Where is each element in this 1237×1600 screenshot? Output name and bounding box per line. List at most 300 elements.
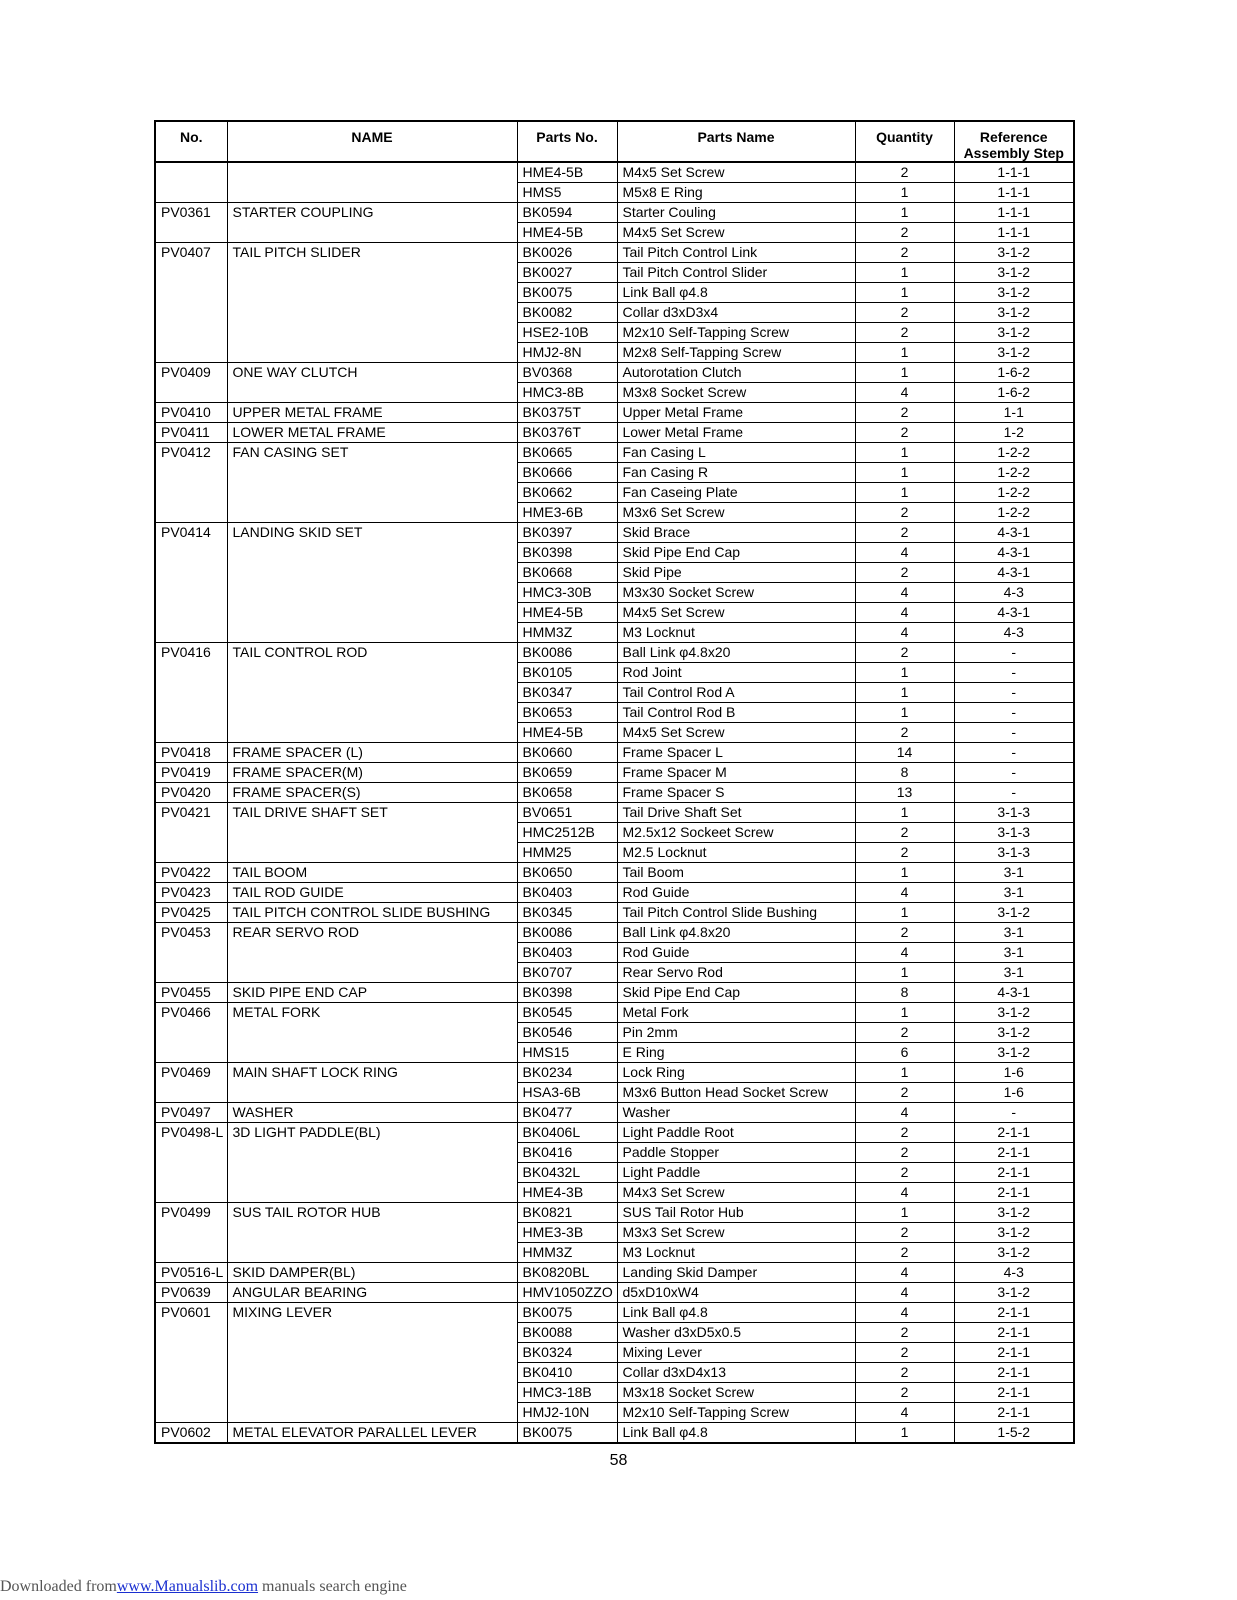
cell-reference: 1-5-2	[954, 1423, 1074, 1444]
cell-parts-name: Tail Control Rod B	[617, 703, 855, 723]
cell-name: FRAME SPACER (L)	[227, 743, 517, 763]
table-row	[155, 1023, 1074, 1043]
cell-quantity: 4	[855, 883, 954, 903]
table-row	[155, 1403, 1074, 1423]
cell-no	[155, 283, 227, 303]
cell-name: WASHER	[227, 1103, 517, 1123]
cell-no	[155, 483, 227, 503]
cell-parts-name: Frame Spacer S	[617, 783, 855, 803]
cell-quantity: 1	[855, 903, 954, 923]
table-row	[155, 803, 1074, 823]
cell-name	[227, 563, 517, 583]
cell-quantity: 2	[855, 1123, 954, 1143]
footer	[0, 1578, 407, 1596]
table-row	[155, 1063, 1074, 1083]
cell-parts-name: Light Paddle Root	[617, 1123, 855, 1143]
cell-parts-no: HMC2512B	[517, 823, 617, 843]
cell-quantity: 2	[855, 1243, 954, 1263]
cell-reference: -	[954, 703, 1074, 723]
cell-name: FRAME SPACER(M)	[227, 763, 517, 783]
cell-parts-name: M3x3 Set Screw	[617, 1223, 855, 1243]
cell-name: FRAME SPACER(S)	[227, 783, 517, 803]
table-row	[155, 463, 1074, 483]
cell-name: SKID DAMPER(BL)	[227, 1263, 517, 1283]
cell-reference: 1-2-2	[954, 503, 1074, 523]
cell-quantity: 2	[855, 843, 954, 863]
cell-parts-name: M2x10 Self-Tapping Screw	[617, 323, 855, 343]
cell-quantity: 4	[855, 1103, 954, 1123]
manualslib-link[interactable]: www.Manualslib.com	[116, 1578, 259, 1595]
cell-no	[155, 1143, 227, 1163]
cell-reference: 1-6	[954, 1063, 1074, 1083]
cell-quantity: 2	[855, 1143, 954, 1163]
cell-name	[227, 463, 517, 483]
cell-quantity: 2	[855, 823, 954, 843]
cell-quantity: 1	[855, 1003, 954, 1023]
cell-parts-name: Washer d3xD5x0.5	[617, 1323, 855, 1343]
table-row	[155, 883, 1074, 903]
table-row	[155, 683, 1074, 703]
cell-no: PV0422	[155, 863, 227, 883]
cell-quantity: 1	[855, 1203, 954, 1223]
cell-name	[227, 1403, 517, 1423]
cell-name	[227, 162, 517, 183]
cell-reference: 2-1-1	[954, 1403, 1074, 1423]
cell-no: PV0418	[155, 743, 227, 763]
cell-parts-name: Starter Couling	[617, 203, 855, 223]
cell-reference: 1-1-1	[954, 183, 1074, 203]
cell-name	[227, 483, 517, 503]
cell-no	[155, 563, 227, 583]
cell-name	[227, 1183, 517, 1203]
cell-parts-name: M3x6 Button Head Socket Screw	[617, 1083, 855, 1103]
cell-parts-no: HMC3-30B	[517, 583, 617, 603]
cell-reference: -	[954, 763, 1074, 783]
cell-quantity: 4	[855, 1283, 954, 1303]
cell-parts-no: BK0546	[517, 1023, 617, 1043]
cell-no: PV0416	[155, 643, 227, 663]
cell-parts-name: Washer	[617, 1103, 855, 1123]
cell-parts-no: BK0105	[517, 663, 617, 683]
cell-parts-name: Metal Fork	[617, 1003, 855, 1023]
table-row	[155, 183, 1074, 203]
cell-quantity: 1	[855, 1063, 954, 1083]
cell-no: PV0499	[155, 1203, 227, 1223]
cell-quantity: 4	[855, 603, 954, 623]
cell-no	[155, 1043, 227, 1063]
table-row	[155, 383, 1074, 403]
cell-parts-name: M3x6 Set Screw	[617, 503, 855, 523]
table-row	[155, 263, 1074, 283]
cell-name	[227, 223, 517, 243]
cell-reference: 3-1-2	[954, 1003, 1074, 1023]
cell-parts-no: HMS15	[517, 1043, 617, 1063]
cell-parts-name: Link Ball φ4.8	[617, 1303, 855, 1323]
cell-name: TAIL DRIVE SHAFT SET	[227, 803, 517, 823]
cell-quantity: 2	[855, 1323, 954, 1343]
cell-parts-no: BK0086	[517, 643, 617, 663]
cell-no	[155, 703, 227, 723]
cell-parts-no: BK0477	[517, 1103, 617, 1123]
cell-name	[227, 1243, 517, 1263]
cell-reference: 3-1-2	[954, 243, 1074, 263]
cell-parts-name: Tail Pitch Control Slider	[617, 263, 855, 283]
cell-quantity: 14	[855, 743, 954, 763]
cell-parts-no: BK0666	[517, 463, 617, 483]
cell-reference: 2-1-1	[954, 1343, 1074, 1363]
cell-no: PV0639	[155, 1283, 227, 1303]
cell-parts-name: M2x10 Self-Tapping Screw	[617, 1403, 855, 1423]
cell-no	[155, 1343, 227, 1363]
cell-reference: 3-1-2	[954, 323, 1074, 343]
cell-no	[155, 343, 227, 363]
cell-no	[155, 1323, 227, 1343]
cell-reference: 1-2	[954, 423, 1074, 443]
table-row	[155, 863, 1074, 883]
cell-quantity: 8	[855, 763, 954, 783]
cell-parts-no: BK0406L	[517, 1123, 617, 1143]
table-row	[155, 1303, 1074, 1323]
cell-no	[155, 183, 227, 203]
cell-no	[155, 383, 227, 403]
cell-name	[227, 843, 517, 863]
cell-parts-name: Fan Casing R	[617, 463, 855, 483]
table-row	[155, 583, 1074, 603]
cell-parts-name: Lock Ring	[617, 1063, 855, 1083]
table-row	[155, 283, 1074, 303]
cell-no	[155, 1183, 227, 1203]
cell-quantity: 1	[855, 483, 954, 503]
cell-name: TAIL PITCH CONTROL SLIDE BUSHING	[227, 903, 517, 923]
cell-parts-no: HMJ2-8N	[517, 343, 617, 363]
parts-table	[154, 120, 1075, 1444]
cell-name: TAIL PITCH SLIDER	[227, 243, 517, 263]
cell-quantity: 4	[855, 623, 954, 643]
cell-reference: 4-3	[954, 583, 1074, 603]
cell-parts-no: HME3-6B	[517, 503, 617, 523]
cell-quantity: 1	[855, 683, 954, 703]
cell-reference: 3-1-2	[954, 263, 1074, 283]
cell-no: PV0497	[155, 1103, 227, 1123]
cell-quantity: 2	[855, 923, 954, 943]
cell-name	[227, 503, 517, 523]
cell-parts-no: BK0088	[517, 1323, 617, 1343]
cell-parts-no: BK0821	[517, 1203, 617, 1223]
cell-no: PV0453	[155, 923, 227, 943]
cell-parts-no: BK0659	[517, 763, 617, 783]
cell-no	[155, 723, 227, 743]
cell-quantity: 4	[855, 383, 954, 403]
cell-quantity: 13	[855, 783, 954, 803]
table-row	[155, 603, 1074, 623]
cell-reference: 1-2-2	[954, 463, 1074, 483]
cell-quantity: 1	[855, 203, 954, 223]
cell-quantity: 4	[855, 1303, 954, 1323]
cell-no	[155, 583, 227, 603]
table-row	[155, 923, 1074, 943]
table-row	[155, 323, 1074, 343]
cell-quantity: 1	[855, 443, 954, 463]
cell-quantity: 2	[855, 323, 954, 343]
cell-quantity: 1	[855, 1423, 954, 1444]
cell-no	[155, 1023, 227, 1043]
cell-quantity: 2	[855, 1343, 954, 1363]
cell-parts-no: BK0653	[517, 703, 617, 723]
cell-reference: 3-1-2	[954, 1243, 1074, 1263]
cell-quantity: 4	[855, 1183, 954, 1203]
cell-no: PV0455	[155, 983, 227, 1003]
cell-reference: 4-3-1	[954, 543, 1074, 563]
cell-name: SKID PIPE END CAP	[227, 983, 517, 1003]
table-row	[155, 783, 1074, 803]
cell-no: PV0421	[155, 803, 227, 823]
cell-no: PV0466	[155, 1003, 227, 1023]
cell-quantity: 2	[855, 1163, 954, 1183]
table-row	[155, 523, 1074, 543]
table-row	[155, 1243, 1074, 1263]
table-row	[155, 343, 1074, 363]
cell-reference: 4-3-1	[954, 563, 1074, 583]
cell-name	[227, 323, 517, 343]
cell-parts-name: E Ring	[617, 1043, 855, 1063]
table-row	[155, 1143, 1074, 1163]
cell-parts-name: M2x8 Self-Tapping Screw	[617, 343, 855, 363]
cell-quantity: 2	[855, 1383, 954, 1403]
cell-parts-no: BK0086	[517, 923, 617, 943]
cell-parts-no: BK0416	[517, 1143, 617, 1163]
cell-parts-no: BK0075	[517, 283, 617, 303]
cell-no: PV0409	[155, 363, 227, 383]
cell-parts-name: Tail Pitch Control Slide Bushing	[617, 903, 855, 923]
cell-no	[155, 663, 227, 683]
cell-parts-name: M4x5 Set Screw	[617, 603, 855, 623]
cell-parts-name: Pin 2mm	[617, 1023, 855, 1043]
cell-parts-name: Tail Drive Shaft Set	[617, 803, 855, 823]
cell-reference: 3-1-2	[954, 303, 1074, 323]
cell-reference: 1-2-2	[954, 443, 1074, 463]
footer-suffix: manuals search engine	[258, 1578, 407, 1595]
cell-parts-no: HMM3Z	[517, 623, 617, 643]
table-row	[155, 1363, 1074, 1383]
cell-parts-name: M2.5 Locknut	[617, 843, 855, 863]
cell-no: PV0602	[155, 1423, 227, 1444]
cell-name: LOWER METAL FRAME	[227, 423, 517, 443]
cell-parts-no: BK0376T	[517, 423, 617, 443]
cell-reference: 1-1-1	[954, 203, 1074, 223]
cell-no	[155, 303, 227, 323]
cell-quantity: 2	[855, 523, 954, 543]
cell-reference: 3-1-2	[954, 1203, 1074, 1223]
cell-reference: -	[954, 723, 1074, 743]
cell-parts-no: BK0410	[517, 1363, 617, 1383]
table-row	[155, 703, 1074, 723]
cell-parts-name: M3x8 Socket Screw	[617, 383, 855, 403]
cell-name	[227, 583, 517, 603]
cell-quantity: 6	[855, 1043, 954, 1063]
cell-parts-name: M4x5 Set Screw	[617, 723, 855, 743]
cell-parts-no: BK0403	[517, 883, 617, 903]
cell-parts-name: Lower Metal Frame	[617, 423, 855, 443]
cell-no: PV0412	[155, 443, 227, 463]
cell-reference: 3-1-2	[954, 1283, 1074, 1303]
cell-reference: 1-1-1	[954, 223, 1074, 243]
cell-parts-name: Light Paddle	[617, 1163, 855, 1183]
cell-reference: 2-1-1	[954, 1183, 1074, 1203]
cell-reference: -	[954, 663, 1074, 683]
table-row	[155, 1223, 1074, 1243]
cell-name	[227, 343, 517, 363]
table-row	[155, 503, 1074, 523]
cell-parts-name: Skid Pipe End Cap	[617, 543, 855, 563]
cell-parts-name: Tail Control Rod A	[617, 683, 855, 703]
cell-parts-no: HME4-3B	[517, 1183, 617, 1203]
cell-parts-name: Skid Brace	[617, 523, 855, 543]
cell-no: PV0601	[155, 1303, 227, 1323]
cell-parts-name: Rod Joint	[617, 663, 855, 683]
footer-prefix: Downloaded from	[0, 1578, 117, 1595]
cell-parts-no: BK0082	[517, 303, 617, 323]
cell-reference: 2-1-1	[954, 1323, 1074, 1343]
cell-quantity: 8	[855, 983, 954, 1003]
cell-no	[155, 603, 227, 623]
table-row	[155, 1423, 1074, 1444]
cell-parts-name: Skid Pipe	[617, 563, 855, 583]
cell-reference: 4-3	[954, 623, 1074, 643]
cell-quantity: 2	[855, 403, 954, 423]
cell-reference: 3-1-2	[954, 1043, 1074, 1063]
table-row	[155, 403, 1074, 423]
cell-no: PV0425	[155, 903, 227, 923]
cell-reference: 1-1-1	[954, 162, 1074, 183]
cell-name	[227, 263, 517, 283]
cell-no: PV0516-L	[155, 1263, 227, 1283]
cell-no	[155, 1383, 227, 1403]
cell-quantity: 2	[855, 303, 954, 323]
cell-no	[155, 162, 227, 183]
cell-quantity: 4	[855, 583, 954, 603]
cell-name: FAN CASING SET	[227, 443, 517, 463]
table-row	[155, 963, 1074, 983]
cell-reference: 3-1-2	[954, 1023, 1074, 1043]
header-reference: Reference Assembly Step	[954, 121, 1074, 162]
cell-parts-no: BK0650	[517, 863, 617, 883]
cell-parts-no: HSA3-6B	[517, 1083, 617, 1103]
cell-quantity: 2	[855, 162, 954, 183]
cell-quantity: 4	[855, 943, 954, 963]
cell-parts-no: BK0075	[517, 1303, 617, 1323]
cell-parts-name: Ball Link φ4.8x20	[617, 923, 855, 943]
cell-name	[227, 1023, 517, 1043]
header-row	[155, 121, 1074, 162]
cell-name	[227, 623, 517, 643]
cell-name	[227, 183, 517, 203]
cell-parts-no: HMV1050ZZO	[517, 1283, 617, 1303]
cell-name	[227, 1163, 517, 1183]
cell-reference: 2-1-1	[954, 1143, 1074, 1163]
cell-parts-no: BK0403	[517, 943, 617, 963]
table-row	[155, 843, 1074, 863]
cell-reference: 1-6-2	[954, 383, 1074, 403]
table-row	[155, 1383, 1074, 1403]
table-row	[155, 983, 1074, 1003]
cell-parts-name: Paddle Stopper	[617, 1143, 855, 1163]
cell-quantity: 2	[855, 223, 954, 243]
cell-parts-no: BK0707	[517, 963, 617, 983]
cell-no: PV0420	[155, 783, 227, 803]
cell-name	[227, 543, 517, 563]
cell-parts-no: HME4-5B	[517, 162, 617, 183]
cell-parts-no: BK0027	[517, 263, 617, 283]
cell-name	[227, 703, 517, 723]
table-row	[155, 162, 1074, 183]
cell-parts-name: Landing Skid Damper	[617, 1263, 855, 1283]
cell-parts-no: BK0375T	[517, 403, 617, 423]
table-row	[155, 1263, 1074, 1283]
cell-name	[227, 303, 517, 323]
cell-reference: 1-2-2	[954, 483, 1074, 503]
cell-parts-name: Frame Spacer M	[617, 763, 855, 783]
cell-parts-name: Rod Guide	[617, 943, 855, 963]
cell-quantity: 2	[855, 423, 954, 443]
cell-name	[227, 1083, 517, 1103]
cell-name	[227, 1383, 517, 1403]
cell-name	[227, 683, 517, 703]
cell-reference: 2-1-1	[954, 1383, 1074, 1403]
cell-reference: 2-1-1	[954, 1363, 1074, 1383]
cell-parts-no: HSE2-10B	[517, 323, 617, 343]
cell-name: TAIL ROD GUIDE	[227, 883, 517, 903]
cell-parts-no: BK0668	[517, 563, 617, 583]
cell-parts-no: HMC3-8B	[517, 383, 617, 403]
cell-parts-no: BV0368	[517, 363, 617, 383]
cell-reference: -	[954, 683, 1074, 703]
cell-parts-no: BK0398	[517, 983, 617, 1003]
table-row	[155, 243, 1074, 263]
table-row	[155, 1123, 1074, 1143]
table-row	[155, 1343, 1074, 1363]
cell-no	[155, 1163, 227, 1183]
cell-name: 3D LIGHT PADDLE(BL)	[227, 1123, 517, 1143]
cell-name	[227, 723, 517, 743]
cell-quantity: 1	[855, 263, 954, 283]
cell-parts-no: BK0026	[517, 243, 617, 263]
cell-parts-name: M4x5 Set Screw	[617, 223, 855, 243]
cell-reference: -	[954, 743, 1074, 763]
cell-parts-no: BK0432L	[517, 1163, 617, 1183]
cell-name	[227, 1363, 517, 1383]
cell-reference: 4-3-1	[954, 523, 1074, 543]
cell-reference: 2-1-1	[954, 1123, 1074, 1143]
table-row	[155, 823, 1074, 843]
cell-reference: 2-1-1	[954, 1303, 1074, 1323]
cell-no	[155, 1363, 227, 1383]
table-row	[155, 563, 1074, 583]
cell-parts-name: M3x18 Socket Screw	[617, 1383, 855, 1403]
cell-no	[155, 1083, 227, 1103]
cell-parts-name: Upper Metal Frame	[617, 403, 855, 423]
cell-name	[227, 1043, 517, 1063]
cell-name	[227, 603, 517, 623]
cell-no	[155, 463, 227, 483]
cell-reference: -	[954, 1103, 1074, 1123]
cell-quantity: 1	[855, 963, 954, 983]
cell-no	[155, 1243, 227, 1263]
cell-parts-no: HMM25	[517, 843, 617, 863]
cell-name	[227, 283, 517, 303]
cell-parts-name: M5x8 E Ring	[617, 183, 855, 203]
cell-no	[155, 503, 227, 523]
cell-parts-no: BK0397	[517, 523, 617, 543]
